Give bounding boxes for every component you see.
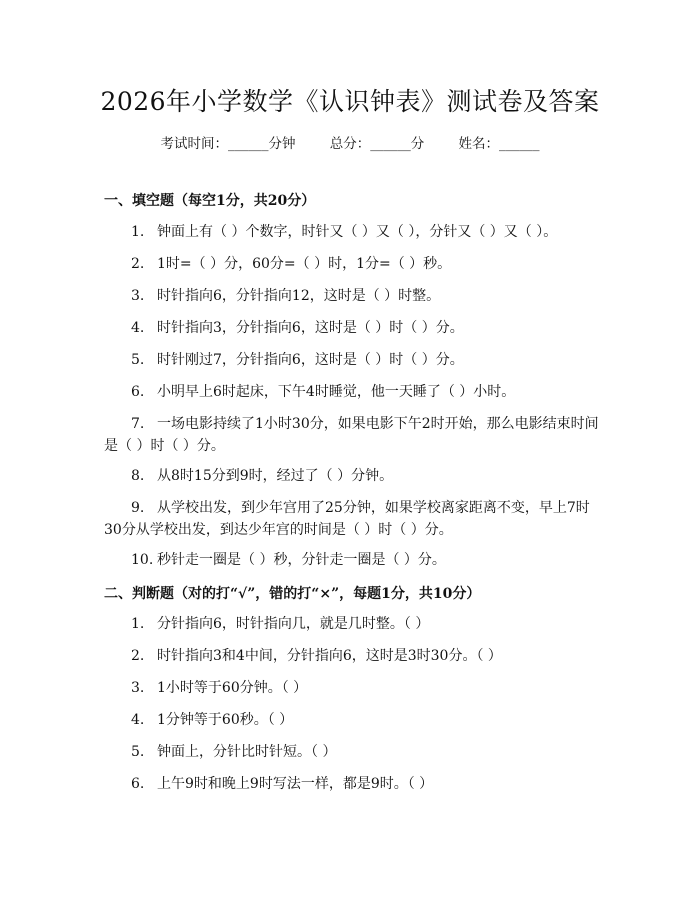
section-heading-true-false: 二、判断题（对的打“√”，错的打“×”，每题1分，共10分） xyxy=(104,586,481,602)
question-item: 1. 钟面上有（ ）个数字，时针又（ ）又（ ），分针又（ ）又（ ）。 xyxy=(131,224,558,240)
question-item: 4. 时针指向3，分针指向6，这时是（ ）时（ ）分。 xyxy=(131,320,464,336)
question-item: 3. 时针指向6，分针指向12，这时是（ ）时整。 xyxy=(131,288,441,304)
question-item: 2. 1时=（ ）分，60分=（ ）时，1分=（ ）秒。 xyxy=(131,256,452,272)
question-item: 8. 从8时15分到9时，经过了（ ）分钟。 xyxy=(131,468,394,484)
student-name: 姓名：______ xyxy=(458,136,540,152)
question-item: 6. 小明早上6时起床，下午4时睡觉，他一天睡了（ ）小时。 xyxy=(131,384,516,400)
question-item: 5. 时针刚过7，分针指向6，这时是（ ）时（ ）分。 xyxy=(131,352,464,368)
exam-info xyxy=(0,132,700,152)
page-title: 2026年小学数学《认识钟表》测试卷及答案 xyxy=(100,87,600,116)
question-item: 1. 分针指向6，时针指向几，就是几时整。（ ） xyxy=(131,616,430,632)
question-item: 5. 钟面上，分针比时针短。（ ） xyxy=(131,744,337,760)
question-item: 4. 1分钟等于60秒。（ ） xyxy=(131,712,294,728)
exam-time: 考试时间：______分钟 xyxy=(160,136,296,152)
question-item: 2. 时针指向3和4中间，分针指向6，这时是3时30分。（ ） xyxy=(131,648,502,664)
question-item: 6. 上午9时和晚上9时写法一样，都是9时。（ ） xyxy=(131,776,434,792)
question-item: 3. 1小时等于60分钟。（ ） xyxy=(131,680,308,696)
total-score: 总分：______分 xyxy=(329,136,425,152)
question-item: 10. 秒针走一圈是（ ）秒，分针走一圈是（ ）分。 xyxy=(131,552,446,568)
question-item: 7. 一场电影持续了1小时30分，如果电影下午2时开始，那么电影结束时间是（ ）时（ ）分。 xyxy=(104,416,599,454)
question-item: 9. 从学校出发，到少年宫用了25分钟，如果学校离家距离不变，早上7时30分从学校出发，到达少年宫的时间是（ ）时（ ）分。 xyxy=(104,500,590,538)
section-heading-fill-blank: 一、填空题（每空1分，共20分） xyxy=(104,193,316,209)
